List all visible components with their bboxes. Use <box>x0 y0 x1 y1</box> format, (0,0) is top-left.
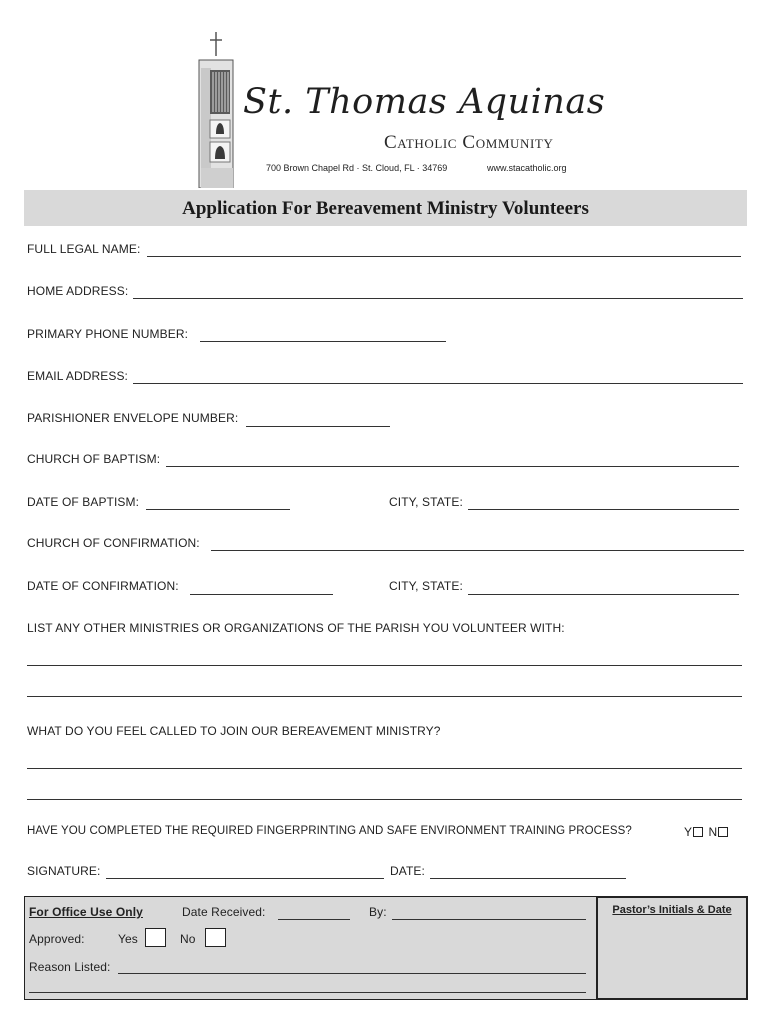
church-address: 700 Brown Chapel Rd · St. Cloud, FL · 34769 <box>266 163 448 173</box>
fingerprinting-no-label: N <box>708 825 718 839</box>
by-label: By: <box>369 905 387 919</box>
fingerprinting-no-checkbox[interactable] <box>718 827 728 837</box>
church-tower-logo <box>193 30 239 188</box>
email-address-label: EMAIL ADDRESS: <box>27 369 128 383</box>
church-of-confirmation-field[interactable] <box>211 550 744 551</box>
other-ministries-label: LIST ANY OTHER MINISTRIES OR ORGANIZATIONS OF THE PARISH YOU VOLUNTEER WITH: <box>27 621 565 635</box>
approved-yes-label: Yes <box>118 932 138 946</box>
pastor-initials-box[interactable] <box>596 896 748 1000</box>
office-use-heading: For Office Use Only <box>29 905 143 919</box>
fingerprinting-yes-checkbox[interactable] <box>693 827 703 837</box>
email-address-field[interactable] <box>133 383 743 384</box>
reason-listed-field[interactable] <box>118 973 586 974</box>
date-field[interactable] <box>430 878 626 879</box>
primary-phone-label: PRIMARY PHONE NUMBER: <box>27 327 189 341</box>
reason-listed-line-2[interactable] <box>29 992 586 993</box>
date-of-confirmation-field[interactable] <box>190 594 333 595</box>
other-ministries-line-2[interactable] <box>27 696 742 697</box>
date-received-label: Date Received: <box>182 905 266 919</box>
fingerprinting-options <box>684 825 730 839</box>
church-website: www.stacatholic.org <box>487 163 567 173</box>
home-address-label: HOME ADDRESS: <box>27 284 129 298</box>
form-title: Application For Bereavement Ministry Volunteers <box>182 198 589 219</box>
by-field[interactable] <box>392 919 586 920</box>
date-of-baptism-label: DATE OF BAPTISM: <box>27 495 140 509</box>
date-received-field[interactable] <box>278 919 350 920</box>
fingerprinting-yes-label: Y <box>684 825 693 839</box>
full-legal-name-label: FULL LEGAL NAME: <box>27 242 141 256</box>
date-of-baptism-field[interactable] <box>146 509 290 510</box>
confirmation-city-state-field[interactable] <box>468 594 739 595</box>
church-name: St. Thomas Aquinas <box>243 82 606 122</box>
baptism-city-state-field[interactable] <box>468 509 739 510</box>
church-of-confirmation-label: CHURCH OF CONFIRMATION: <box>27 536 200 550</box>
date-label: DATE: <box>390 864 425 878</box>
home-address-field[interactable] <box>133 298 743 299</box>
approved-yes-box[interactable] <box>145 928 166 947</box>
signature-label: SIGNATURE: <box>27 864 101 878</box>
approved-no-box[interactable] <box>205 928 226 947</box>
called-to-join-label: WHAT DO YOU FEEL CALLED TO JOIN OUR BEREAVEMENT MINISTRY? <box>27 724 441 738</box>
approved-label: Approved: <box>29 932 85 946</box>
pastor-initials-label: Pastor’s Initials & Date <box>612 904 732 916</box>
fingerprinting-question: HAVE YOU COMPLETED THE REQUIRED FINGERPRINTING AND SAFE ENVIRONMENT TRAINING PROCESS? <box>27 825 632 837</box>
confirmation-city-state-label: CITY, STATE: <box>389 579 463 593</box>
envelope-number-field[interactable] <box>246 426 390 427</box>
date-of-confirmation-label: DATE OF CONFIRMATION: <box>27 579 179 593</box>
signature-field[interactable] <box>106 878 384 879</box>
full-legal-name-field[interactable] <box>147 256 741 257</box>
called-to-join-line-1[interactable] <box>27 768 742 769</box>
envelope-number-label: PARISHIONER ENVELOPE NUMBER: <box>27 411 239 425</box>
baptism-city-state-label: CITY, STATE: <box>389 495 463 509</box>
other-ministries-line-1[interactable] <box>27 665 742 666</box>
reason-listed-label: Reason Listed: <box>29 960 111 974</box>
called-to-join-line-2[interactable] <box>27 799 742 800</box>
church-of-baptism-field[interactable] <box>166 466 739 467</box>
church-of-baptism-label: CHURCH OF BAPTISM: <box>27 452 161 466</box>
primary-phone-field[interactable] <box>200 341 446 342</box>
form-title-band <box>24 190 747 226</box>
community-subtitle: Catholic Community <box>384 132 554 153</box>
approved-no-label: No <box>180 932 196 946</box>
